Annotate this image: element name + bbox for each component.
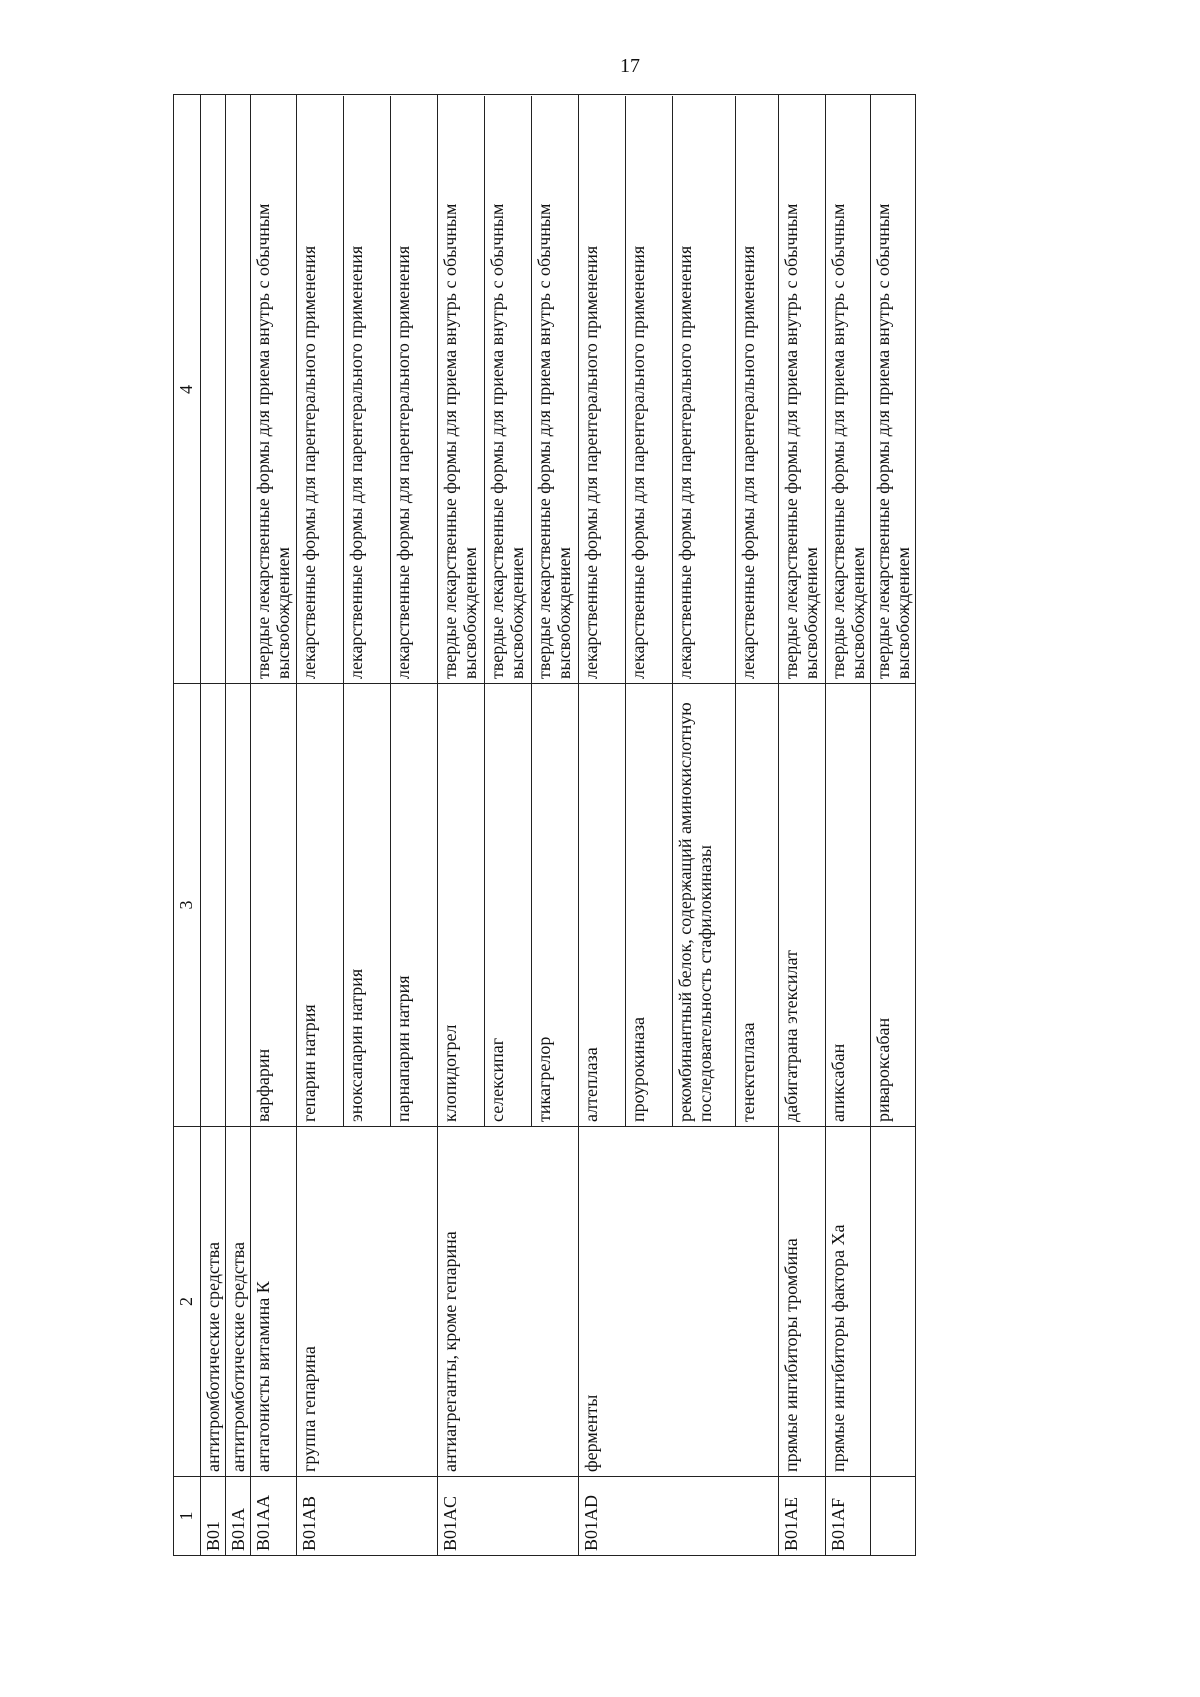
table-row xyxy=(870,95,915,1555)
table-row xyxy=(390,95,437,1555)
atc-code-cell xyxy=(672,1476,735,1555)
atc-code-cell xyxy=(531,1476,578,1555)
group-name-cell: антиагреганты, кроме гепарина xyxy=(438,1126,485,1476)
header-col-4: 4 xyxy=(176,385,196,394)
table-rotation-frame xyxy=(173,94,916,1556)
dosage-form-cell: твердые лекарственные формы для приема внутрь с обычным высвобождением xyxy=(439,203,480,679)
dosage-form-cell xyxy=(226,96,250,683)
drug-name-cell: апиксабан xyxy=(826,683,870,1126)
drug-name-cell: клопидогрел xyxy=(438,683,485,1126)
table-row xyxy=(225,95,250,1555)
atc-code-cell: B01A xyxy=(226,1476,250,1555)
atc-code-cell: B01AA xyxy=(251,1476,296,1555)
table-row xyxy=(531,95,578,1555)
atc-code-cell xyxy=(871,1476,915,1555)
drug-name-cell: тенектеплаза xyxy=(735,683,778,1126)
drug-name-cell: дабигатрана этексилат xyxy=(779,683,825,1126)
group-name-cell: антитромботические средства xyxy=(226,1126,250,1476)
group-name-cell: ферменты xyxy=(579,1126,626,1476)
atc-code-cell: B01AF xyxy=(826,1476,870,1555)
table-row xyxy=(343,95,390,1555)
dosage-form-cell xyxy=(201,96,225,683)
drug-name-cell xyxy=(201,683,225,1126)
group-name-cell xyxy=(484,1126,531,1476)
drug-name-cell: рекомбинантный белок, содержащий аминокислотную последовательность стафилокиназы xyxy=(672,683,735,1126)
drug-name-cell: ривароксабан xyxy=(871,683,915,1126)
dosage-form-cell: лекарственные формы для парентерального применения xyxy=(343,96,390,683)
header-col-1: 1 xyxy=(174,1476,200,1555)
atc-code-cell xyxy=(343,1476,390,1555)
dosage-form-cell: лекарственные формы для парентерального применения xyxy=(580,245,601,679)
table-row xyxy=(735,95,778,1555)
header-col-2: 2 xyxy=(174,1126,200,1476)
header-col-3: 3 xyxy=(174,683,200,1126)
group-name-cell xyxy=(390,1126,437,1476)
group-name-cell xyxy=(625,1126,672,1476)
table-row xyxy=(778,95,825,1555)
drug-name-cell: проурокиназа xyxy=(625,683,672,1126)
table-row xyxy=(250,95,296,1555)
atc-code-cell: B01AB xyxy=(297,1476,344,1555)
atc-code-cell xyxy=(735,1476,778,1555)
dosage-form-cell: лекарственные формы для парентерального применения xyxy=(625,96,672,683)
dosage-form-cell: твердые лекарственные формы для приема внутрь с обычным высвобождением xyxy=(873,203,914,679)
group-name-cell xyxy=(531,1126,578,1476)
atc-code-cell xyxy=(484,1476,531,1555)
drug-name-cell: тикагрелор xyxy=(531,683,578,1126)
dosage-form-cell: твердые лекарственные формы для приема внутрь с обычным высвобождением xyxy=(252,203,293,679)
table-row xyxy=(625,95,672,1555)
group-name-cell: группа гепарина xyxy=(297,1126,344,1476)
dosage-form-cell: лекарственные формы для парентерального применения xyxy=(298,245,319,679)
table-row xyxy=(825,95,870,1555)
dosage-form-cell: твердые лекарственные формы для приема внутрь с обычным высвобождением xyxy=(484,96,531,683)
page-number: 17 xyxy=(620,55,640,77)
dosage-form-cell: лекарственные формы для парентерального применения xyxy=(735,96,778,683)
table-row xyxy=(578,95,626,1555)
table-header-row xyxy=(174,95,201,1555)
drug-name-cell: парнапарин натрия xyxy=(390,683,437,1126)
drug-name-cell: варфарин xyxy=(251,683,296,1126)
group-name-cell xyxy=(735,1126,778,1476)
group-name-cell: антагонисты витамина К xyxy=(251,1126,296,1476)
dosage-form-cell: твердые лекарственные формы для приема внутрь с обычным высвобождением xyxy=(531,96,578,683)
drug-table xyxy=(173,94,916,1556)
table-row xyxy=(484,95,531,1555)
table-row xyxy=(672,95,735,1555)
drug-name-cell: алтеплаза xyxy=(579,683,626,1126)
group-name-cell: антитромботические средства xyxy=(201,1126,225,1476)
dosage-form-cell: лекарственные формы для парентерального применения xyxy=(390,96,437,683)
drug-name-cell: эноксапарин натрия xyxy=(343,683,390,1126)
table-row xyxy=(296,95,344,1555)
atc-code-cell: B01AC xyxy=(438,1476,485,1555)
atc-code-cell xyxy=(625,1476,672,1555)
group-name-cell: прямые ингибиторы тромбина xyxy=(779,1126,825,1476)
dosage-form-cell: твердые лекарственные формы для приема внутрь с обычным высвобождением xyxy=(828,203,869,679)
table-row xyxy=(201,95,225,1555)
atc-code-cell xyxy=(390,1476,437,1555)
atc-code-cell: B01AD xyxy=(579,1476,626,1555)
dosage-form-cell: твердые лекарственные формы для приема внутрь с обычным высвобождением xyxy=(781,203,822,679)
drug-name-cell: селексипаг xyxy=(484,683,531,1126)
group-name-cell: прямые ингибиторы фактора Xa xyxy=(826,1126,870,1476)
dosage-form-cell: лекарственные формы для парентерального применения xyxy=(672,96,735,683)
group-name-cell xyxy=(871,1126,915,1476)
group-name-cell xyxy=(672,1126,735,1476)
table-row xyxy=(437,95,485,1555)
drug-name-cell xyxy=(226,683,250,1126)
drug-name-cell: гепарин натрия xyxy=(297,683,344,1126)
atc-code-cell: B01 xyxy=(201,1476,225,1555)
group-name-cell xyxy=(343,1126,390,1476)
atc-code-cell: B01AE xyxy=(779,1476,825,1555)
